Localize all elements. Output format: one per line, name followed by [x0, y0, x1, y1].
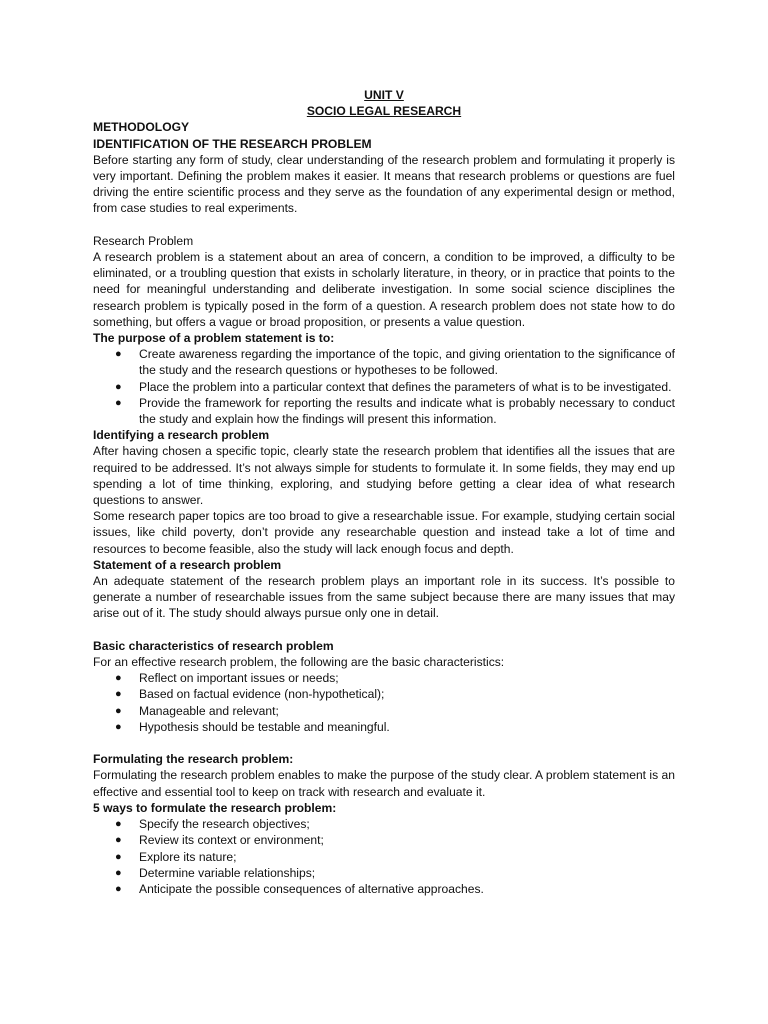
document-page [93, 87, 675, 897]
characteristics-list [93, 670, 675, 735]
characteristics-intro: For an effective research problem, the following are the basic characteristics: [93, 655, 505, 670]
formulating-heading: Formulating the research problem: [93, 752, 294, 767]
research-problem-heading: Research Problem [93, 233, 194, 248]
list-item: ● Reflect on important issues or needs; [115, 671, 339, 686]
identifying-paragraph-2: Some research paper topics are too broad to give a researchable issue. For example, studying certain social issues, like child poverty, don’t provide any researchable question and instead take a lot of time and resources to become feasible, also the study will lack enough focus and depth. [93, 509, 675, 556]
bullet-icon: ● [115, 866, 122, 879]
list-item: ● Manageable and relevant; [115, 703, 279, 718]
bullet-icon: ● [115, 850, 122, 863]
ways-heading: 5 ways to formulate the research problem: [93, 800, 337, 815]
list-item: ● Anticipate the possible consequences of alternative approaches. [115, 881, 484, 896]
bullet-icon: ● [115, 704, 122, 717]
statement-heading: Statement of a research problem [93, 557, 282, 572]
bullet-icon: ● [115, 834, 122, 847]
characteristics-heading: Basic characteristics of research problem [93, 638, 334, 653]
identification-heading: IDENTIFICATION OF THE RESEARCH PROBLEM [93, 136, 372, 151]
research-problem-paragraph: A research problem is a statement about an area of concern, a condition to be improved, a difficulty to be eliminated, or a troubling question that exists in scholarly literature, in theory, or in practice that points to the need for meaningful understanding and deliberate investigation. In some social science disciplines the research problem is typically posed in the form of a question. A research problem does not state how to do something, but offers a vague or broad proposition, or presents a value question. [93, 250, 675, 329]
bullet-icon: ● [115, 396, 122, 409]
bullet-icon: ● [115, 882, 122, 895]
list-item: ● Hypothesis should be testable and meaningful. [115, 719, 390, 734]
bullet-icon: ● [115, 380, 122, 393]
list-item: ● Create awareness regarding the importance of the topic, and giving orientation to the significance of the study and the research questions or hypotheses to be followed. [115, 347, 675, 378]
bullet-icon: ● [115, 688, 122, 701]
list-item: ● Provide the framework for reporting the results and indicate what is probably necessary to conduct the study and explain how the findings will present this information. [115, 395, 675, 427]
bullet-icon: ● [115, 672, 122, 685]
identifying-heading: Identifying a research problem [93, 428, 270, 443]
methodology-heading: METHODOLOGY [93, 120, 190, 135]
bullet-icon: ● [115, 720, 122, 733]
purpose-list [93, 346, 675, 427]
list-item: ● Based on factual evidence (non-hypothetical); [115, 687, 385, 702]
identifying-paragraph-1: After having chosen a specific topic, clearly state the research problem that identifies all the issues that are required to be addressed. It’s not always simple for students to formulate it. In some fields, they may end up spending a lot of time thinking, exploring, and studying before getting a clear idea of what research questions to answer. [93, 444, 675, 508]
statement-paragraph: An adequate statement of the research problem plays an important role in its success. It’s possible to generate a number of researchable issues from the same subject because there are many issues that may arise out of it. The study should always pursue only one in detail. [93, 574, 675, 621]
unit-title: UNIT V [364, 88, 404, 102]
identification-paragraph: Before starting any form of study, clear understanding of the research problem and formulating it properly is very important. Defining the problem makes it easier. It means that research problems or questions are fuel driving the entire scientific process and they serve as the foundation of any experimental design or method, from case studies to real experiments. [93, 152, 675, 216]
purpose-heading: The purpose of a problem statement is to: [93, 331, 335, 346]
bullet-icon: ● [115, 818, 122, 831]
list-item: ● Determine variable relationships; [115, 865, 316, 880]
subject-title: SOCIO LEGAL RESEARCH [306, 104, 462, 119]
list-item: ● Place the problem into a particular context that defines the parameters of what is to be investigated. [115, 379, 672, 394]
bullet-icon: ● [115, 348, 122, 361]
list-item: ● Explore its nature; [115, 849, 237, 864]
formulating-paragraph: Formulating the research problem enables to make the purpose of the study clear. A problem statement is an effective and essential tool to keep on track with research and evaluate it. [93, 768, 675, 799]
list-item: ● Review its context or environment; [115, 833, 324, 848]
list-item: ● Specify the research objectives; [115, 817, 310, 832]
ways-list [93, 816, 675, 897]
